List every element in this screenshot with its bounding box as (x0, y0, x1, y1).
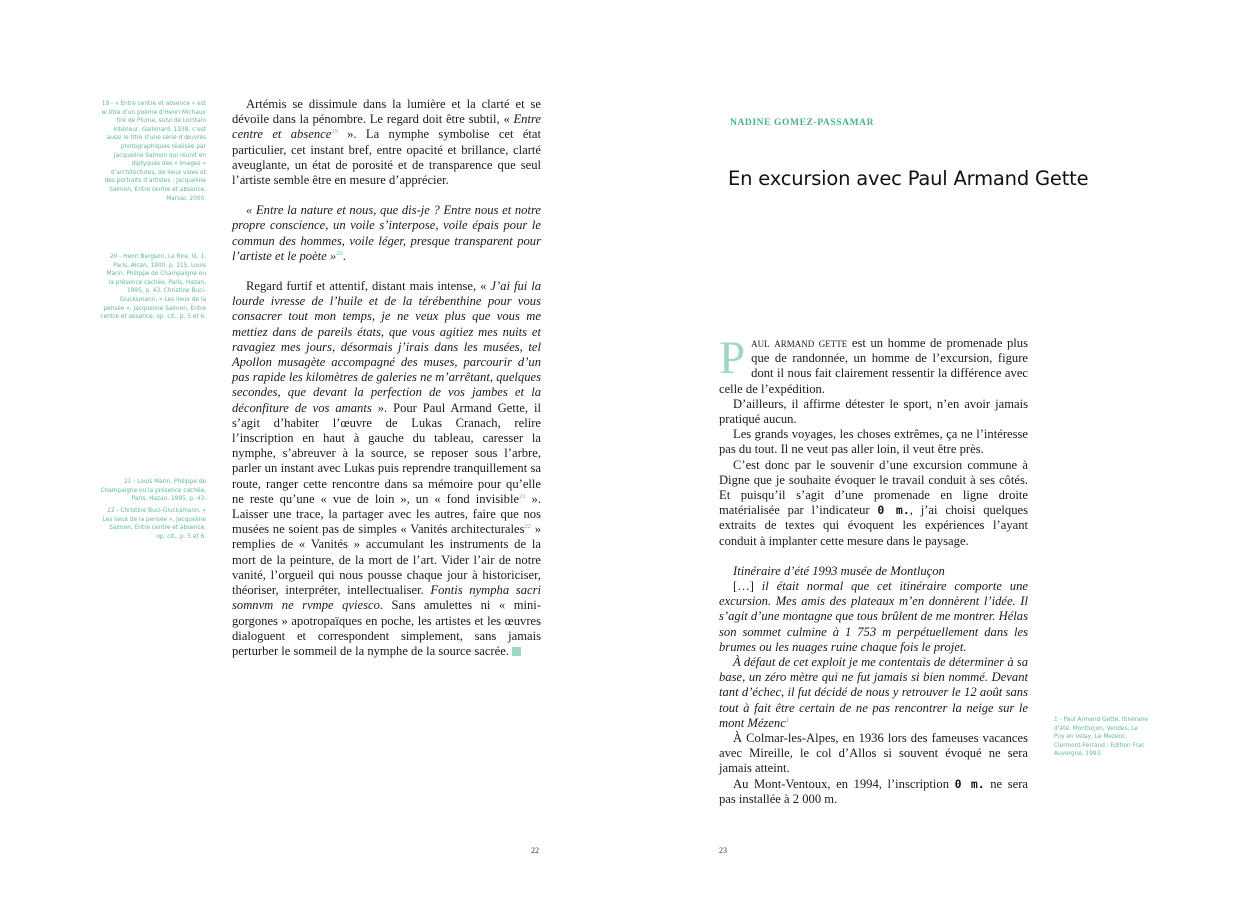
paragraph-4: C’est donc par le souvenir d’une excursion commune à Digne que je souhaite évoquer le travail conduit à ses côtés. Et puisqu’il s’agit d’une promenade en ligne droite matérialisée par l’indicateur 0 m., j’ai choisi quelques extraits de textes qui évoquent les expériences l’ayant conduit à implanter cette mesure dans le paysage. (719, 457, 1029, 548)
footnote-1: 1 - Paul Armand Gette, Itinéraire d’été. Montluçon, Vendes, Le Puy en Velay, Le Mezenc. Clermont-Ferrand : Edition Frac Auvergne, 1993. (1054, 717, 1149, 758)
quote-1: […] il était normal que cet itinéraire comporte une excursion. Mes amis des plateaux m’en donnèrent l’idée. Il s’agit d’une montagne que tous brûlent de me montrer. Hélas son sommet culmine à 1 753 m perpétuellement dans les brumes ou les nuages ruine chaque fois le projet. (719, 579, 1028, 654)
paragraph-2: D’ailleurs, il affirme détester le sport, n’en avoir jamais pratiqué aucun. (719, 396, 1028, 427)
right-page (629, 0, 1259, 905)
paragraph-1: Artémis se dissimule dans la lumière et la clarté et se dévoile dans la pénombre. Le regard doit être subtil, « Entre centre et absence$^{19}$ ». La nymphe symbolise cet état particulier, cet instant bref, entre opacité et brillance, clarté aveuglante, un état de porosité et de transparence que seul l’artiste semble être en mesure d’apprécier. (232, 97, 542, 188)
right-body (719, 332, 1029, 807)
quote-title: Itinéraire d’été 1993 musée de Montluçon (733, 563, 945, 578)
left-page (0, 0, 629, 905)
author-name: NADINE GOMEZ-PASSAMAR (730, 118, 875, 128)
footnote-20: 20 - Henri Bergson, Le Rire, III, 1, Paris, Alcan, 1900, p. 115. Louis Marin, Philippe de Champaigne ou la présence cachée, Paris, Hazan, 1995, p. 43. Christine Buci-Glucksmann, « Les lieux de la pensée », Jacqueline Salmon, Entre centre et absence, op. cit., p. 5 et 6. (100, 254, 206, 321)
footnote-22: 22 - Christine Buci-Glucksmann, « Les lieux de la pensée », Jacqueline Salmon, Entre centre et absence, op. cit., p. 5 et 6. (102, 508, 206, 540)
drop-cap: P (719, 332, 746, 384)
paragraph-3: Regard furtif et attentif, distant mais intense, « J’ai fui la lourde ivresse de l’huile et de la térébenthine pour vous consacrer tout mon temps, je ne veux plus que vous me mettiez dans de pareils états, que vous agitiez mes nuits et ravagiez mes jours, désormais j’irais dans les musées, tel Apollon musagète accompagné des muses, parcourir d’un pas rapide les kilomètres de galeries ne m’arrêtant, quelques secondes, que devant la perfection de vos jambes et la déconfiture de vos amants ». Pour Paul Armand Gette, il s’agit d’habiter l’œuvre de Lukas Cranach, relire l’inscription en haut à gauche du tableau, caresser la nymphe, s’abreuver à la source, se reposer sous l’arbre, parler un instant avec Lukas puis reprendre tranquillement sa route, ranger cette rencontre dans sa mémoire pour qu’elle ne reste qu’une « vue de loin », un « fond invisible$^{21}$ ». Laisser une trace, la partager avec les autres, faire que nos musées ne soient pas de simples « Vanités architecturales$^{22}$ » remplies de « Vanités » accumulant les instruments de la mort de la peinture, de la mort de l’art. Vider l’air de notre vanité, l’orgueil qui nous pousse chaque jour à historiciser, théoriser, interpréter, intellectualiser. Fontis nympha sacri somnvm ne rvmpe qviesco. Sans amulettes ni « mini-gorgones » apotropaïques en poche, les artistes et les œuvres dialoguent et correspondent simplement, sans jamais perturber le sommeil de la nymphe de la source sacrée. (232, 279, 541, 658)
page-number-left: 22 (531, 846, 539, 855)
quote-bergson: « Entre la nature et nous, que dis-je ? Entre nous et notre propre conscience, un voile s’interpose, voile épais pour le commun des hommes, voile léger, presque transparent pour l’artiste et le poète »$^{20}$. (232, 203, 541, 263)
left-body (232, 97, 541, 659)
paragraph-5: À Colmar-les-Alpes, en 1936 lors des fameuses vacances avec Mireille, le col d’Allos si souvent évoqué ne sera jamais atteint. (719, 731, 1028, 776)
paragraph-6: Au Mont-Ventoux, en 1994, l’inscription 0 m. ne sera pas installée à 2 000 m. (719, 776, 1028, 806)
paragraph-intro: Paul armand gette est un homme de promenade plus que de randonnée, un homme de l’excursion, figure dont il nous fait clairement ressentir la différence avec celle de l’expédition. (719, 332, 1029, 396)
paragraph-3: Les grands voyages, les choses extrêmes, ça ne l’intéresse pas du tout. Il ne veut pas aller loin, il veut être près. (719, 427, 1028, 457)
end-mark (512, 647, 521, 656)
page-number-right: 23 (719, 846, 727, 855)
footnote-19: 19 - « Entre centre et absence » est le titre d’un poème d’Henri Michaux tiré de Plume, suivi de Lointain intérieur, Gallimard, 1938, c’est aussi le titre d’une série d’œuvres photographiques réalisée par Jacqueline Salmon qui réunit en diptyques des « images » d’architectures, de lieux vides et des portraits d’artistes : Jacqueline Salmon, Entre centre et absence, Marval, 2000. (101, 101, 206, 202)
footnote-21: 21 - Louis Marin, Philippe de Champaigne ou la présence cachée, Paris, Hazan, 1995, p. 43. (100, 479, 206, 503)
quote-2: À défaut de cet exploit je me contentais de déterminer à sa base, un zéro mètre qui ne fut jamais si bien nommé. Devant tant d’échec, il fut décidé de nous y retrouver le 12 août sans tout à fait être certain de ne pas rencontrer la neige sur le mont Mézenc$^1$ (719, 655, 1028, 730)
article-title: En excursion avec Paul Armand Gette (728, 167, 1089, 190)
